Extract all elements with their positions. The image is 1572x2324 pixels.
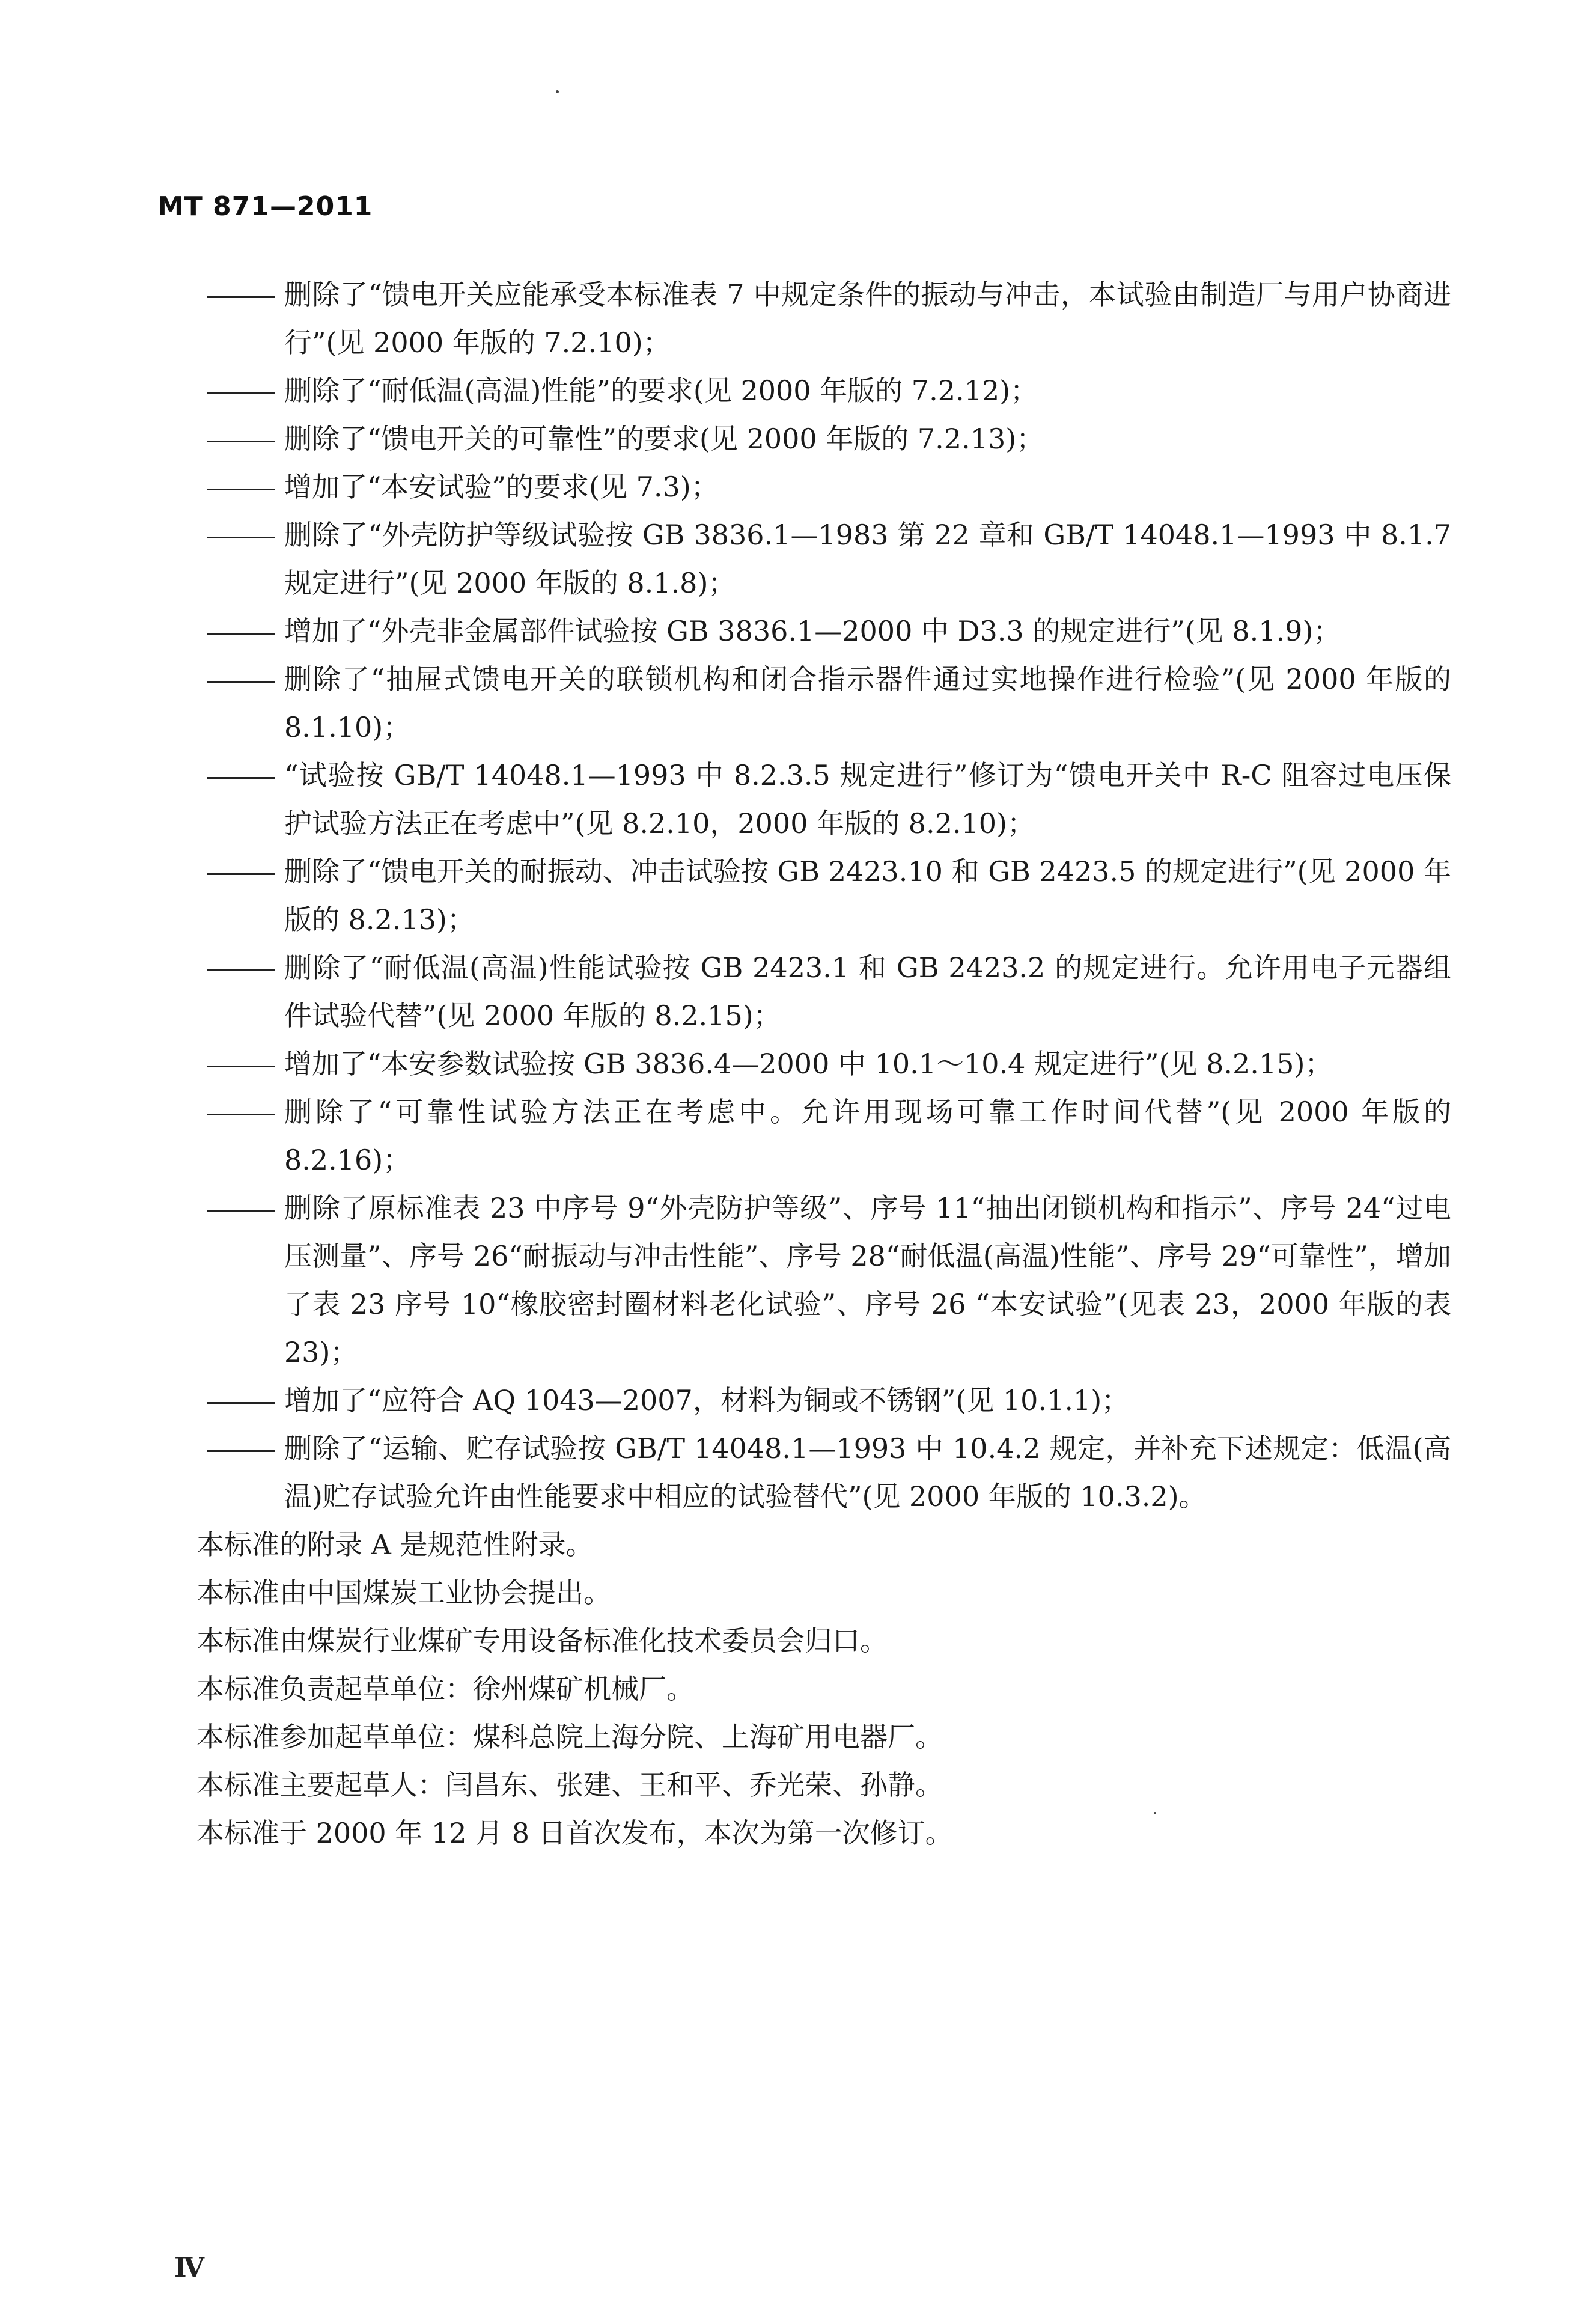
statement-main-drafters: 本标准主要起草人：闫昌东、张建、王和平、乔光荣、孙静。 [196, 1769, 943, 1801]
change-item [207, 607, 1451, 655]
change-text: 删除了“馈电开关的耐振动、冲击试验按 GB 2423.10 和 GB 2423.5 的规定进行”(见 2000 年版的 8.2.13)； [284, 855, 1451, 936]
change-item [207, 367, 1451, 415]
change-text: 删除了“耐低温(高温)性能”的要求(见 2000 年版的 7.2.12)； [284, 374, 1038, 407]
em-dash-mark [207, 511, 284, 559]
change-item [207, 415, 1451, 463]
em-dash-mark [207, 1376, 284, 1424]
change-item [207, 511, 1451, 607]
change-text: 增加了“应符合 AQ 1043—2007，材料为铜或不锈钢”(见 10.1.1)； [284, 1384, 1130, 1417]
em-dash-mark [207, 1184, 284, 1232]
em-dash-mark [207, 1088, 284, 1136]
foreword-content [196, 270, 1451, 1857]
change-text: 删除了原标准表 23 中序号 9“外壳防护等级”、序号 11“抽出闭锁机构和指示”、序号 24“过电压测量”、序号 26“耐振动与冲击性能”、序号 28“耐低温(高温)性能”、序号 29“可靠性”，增加了表 23 序号 10“橡胶密封圈材料老化试验”、序号 26 “本安试验”(见表 23，2000 年版的表 23)； [284, 1192, 1451, 1368]
statement-participating-drafters: 本标准参加起草单位：煤科总院上海分院、上海矿用电器厂。 [196, 1721, 943, 1753]
change-item [207, 655, 1451, 751]
change-item [207, 1424, 1451, 1520]
em-dash-mark [207, 944, 284, 992]
change-text: 删除了“运输、贮存试验按 GB/T 14048.1—1993 中 10.4.2 规定，并补充下述规定：低温(高温)贮存试验允许由性能要求中相应的试验替代”(见 2000 年版的 10.3.2)。 [284, 1432, 1451, 1513]
statement-lead-drafter: 本标准负责起草单位：徐州煤矿机械厂。 [196, 1673, 694, 1705]
change-item [207, 1184, 1451, 1376]
change-text: “试验按 GB/T 14048.1—1993 中 8.2.3.5 规定进行”修订为“馈电开关中 R-C 阻容过电压保护试验方法正在考虑中”(见 8.2.10，2000 年版的 8.2.10)； [284, 759, 1451, 840]
em-dash-mark [207, 270, 284, 319]
em-dash-mark [207, 463, 284, 511]
change-item [207, 847, 1451, 944]
em-dash-mark [207, 1424, 284, 1472]
document-number: MT 871—2011 [157, 191, 373, 222]
em-dash-mark [207, 367, 284, 415]
statement-appendix: 本标准的附录 A 是规范性附录。 [196, 1528, 594, 1561]
change-text: 删除了“可靠性试验方法正在考虑中。允许用现场可靠工作时间代替”(见 2000 年版的 8.2.16)； [284, 1096, 1451, 1176]
em-dash-mark [207, 847, 284, 895]
em-dash-mark [207, 655, 284, 703]
change-text: 删除了“外壳防护等级试验按 GB 3836.1—1983 第 22 章和 GB/T 14048.1—1993 中 8.1.7 规定进行”(见 2000 年版的 8.1.8)； [284, 519, 1451, 599]
change-item [207, 1376, 1451, 1424]
change-text: 删除了“耐低温(高温)性能试验按 GB 2423.1 和 GB 2423.2 的规定进行。允许用电子元器组件试验代替”(见 2000 年版的 8.2.15)； [284, 951, 1451, 1032]
change-item [207, 944, 1451, 1040]
scan-speck [1154, 1812, 1156, 1814]
statement-committee: 本标准由煤炭行业煤矿专用设备标准化技术委员会归口。 [196, 1624, 888, 1657]
change-text: 增加了“本安试验”的要求(见 7.3)； [284, 471, 719, 503]
change-text: 增加了“本安参数试验按 GB 3836.4—2000 中 10.1～10.4 规定进行”(见 8.2.15)； [284, 1048, 1333, 1080]
page-number: Ⅳ [174, 2252, 204, 2283]
change-item [207, 1088, 1451, 1184]
change-item [207, 463, 1451, 511]
change-item [207, 751, 1451, 847]
statement-proposer: 本标准由中国煤炭工业协会提出。 [196, 1576, 611, 1609]
change-text: 删除了“馈电开关应能承受本标准表 7 中规定条件的振动与冲击，本试验由制造厂与用户协商进行”(见 2000 年版的 7.2.10)； [284, 278, 1451, 359]
change-text: 增加了“外壳非金属部件试验按 GB 3836.1—2000 中 D3.3 的规定进行”(见 8.1.9)； [284, 615, 1341, 647]
change-text: 删除了“馈电开关的可靠性”的要求(见 2000 年版的 7.2.13)； [284, 422, 1044, 455]
statement-publication: 本标准于 2000 年 12 月 8 日首次发布，本次为第一次修订。 [196, 1817, 953, 1849]
scan-speck [556, 90, 559, 93]
em-dash-mark [207, 751, 284, 799]
em-dash-mark [207, 1040, 284, 1088]
em-dash-mark [207, 415, 284, 463]
change-item [207, 1040, 1451, 1088]
change-text: 删除了“抽屉式馈电开关的联锁机构和闭合指示器件通过实地操作进行检验”(见 2000 年版的 8.1.10)； [284, 663, 1451, 743]
em-dash-mark [207, 607, 284, 655]
change-item [207, 270, 1451, 367]
